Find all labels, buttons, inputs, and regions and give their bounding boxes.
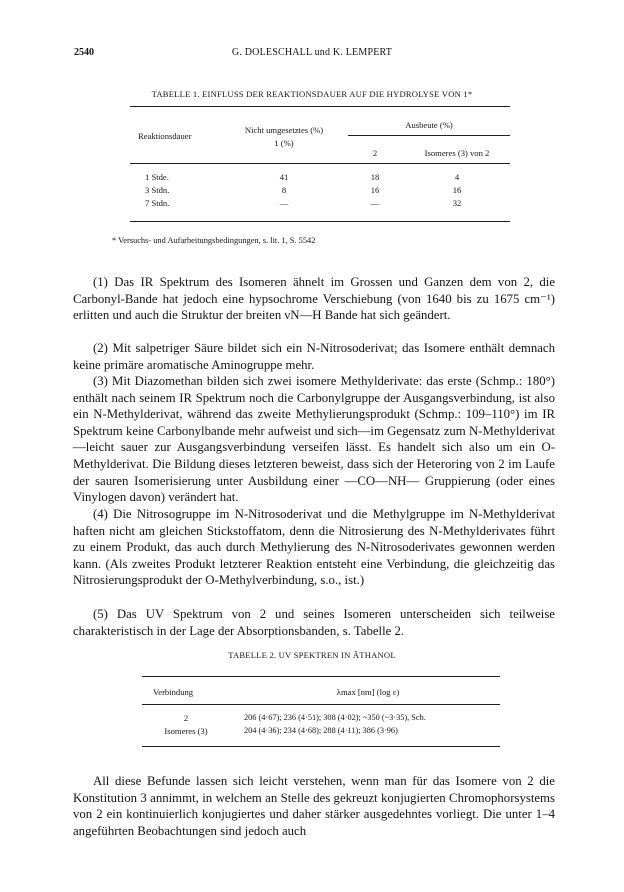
table1-cell-isomeres: 4 xyxy=(454,172,460,182)
table2-header-rule xyxy=(142,704,500,705)
table1-bottom-rule xyxy=(130,221,510,222)
table1-sub-isomeres: Isomeres (3) von 2 xyxy=(424,148,490,158)
table1-ausbeute-rule xyxy=(348,135,510,136)
table1-col-reaktionsdauer: Reaktionsdauer xyxy=(138,131,192,141)
table1-cell-nicht: 8 xyxy=(281,185,287,195)
table1-col-nicht-umgesetzt: Nicht umgesetztes (%) xyxy=(244,125,324,135)
table1-col-nicht-umgesetzt-sub: 1 (%) xyxy=(274,138,294,148)
paragraph-4: (4) Die Nitrosogruppe im N-Nitrosoderivat und die Methylgruppe im N-Methylderivat haften nicht am gleichen Stickstoffatom, denn die Nitrosierung des N-Methylderivates führt zu einem Produkt, das auch durch Methylierung des N-Nitrosoderivates gewonnen werden kann. (Als zweites Produkt letzterer Reaktion entsteht eine Verbindung, die gleichzeitig das Nitrosierungsprodukt der O-Methylverbindung, s.o., ist.) xyxy=(73,507,555,588)
paragraph-3: (3) Mit Diazomethan bilden sich zwei isomere Methylderivate: das erste (Schmp.: 180°) enthält nach seinem IR Spektrum noch die Carbonylgruppe der Ausgangsverbindung, ist also ein N-Methylderivat, während das zweite Methylierungsprodukt (Schmp.: 109–110°) im IR Spektrum keine Carbonylbande mehr aufweist und sich—im Gegensatz zum N-Methylderivat—leicht sauer zur Ausgangsverbindung verseifen lässt. Es handelt sich also um ein O-Methylderivat. Die Bildung dieses letzteren beweist, dass sich der Heteroring von 2 im Laufe der sauren Isomerisierung unter Ausbildung einer —CO—NH— Gruppierung (oder eines Vinylogen davon) verändert hat. xyxy=(73,374,555,505)
table2-top-rule xyxy=(142,676,500,677)
table1-cell-2: 18 xyxy=(370,172,380,182)
running-head: G. DOLESCHALL und K. LEMPERT xyxy=(231,47,393,58)
table1-cell-2: — xyxy=(370,198,380,208)
table1-header-rule xyxy=(130,163,510,164)
table2-col-lambda: λmax [nm] (log ε) xyxy=(336,687,400,697)
table2-bottom-rule xyxy=(142,746,500,747)
table2-cell-values: 206 (4·67); 236 (4·51); 308 (4·02); ~350 (~3·35), Sch. xyxy=(244,713,426,722)
paragraph-6: All diese Befunde lassen sich leicht verstehen, wenn man für das Isomere von 2 die Konstitution 3 annimmt, in welchem an Stelle des gekreuzt konjugierten Chromophorsystems von 2 ein kontinuierlich konjugiertes und daher stärker ausgedehntes vorliegt. Die unter 1–4 angeführten Beobachtungen sind jedoch auch xyxy=(73,774,555,838)
table1-col-ausbeute: Ausbeute (%) xyxy=(405,120,453,130)
table1-cell-isomeres: 16 xyxy=(452,185,462,195)
table1-cell-dauer: 3 Stdn. xyxy=(145,185,170,195)
table1-cell-nicht: 41 xyxy=(279,172,289,182)
table2-col-verbindung: Verbindung xyxy=(153,687,194,697)
table1-cell-dauer: 7 Stdn. xyxy=(145,198,170,208)
table1-footnote: * Versuchs- und Aufarbeitungsbedingungen, s. lit. 1, S. 5542 xyxy=(112,236,316,245)
table2-caption: TABELLE 2. UV SPEKTREN IN ÄTHANOL xyxy=(228,650,396,660)
table1-cell-dauer: 1 Stde. xyxy=(145,172,169,182)
table2-cell-values: 204 (4·36); 234 (4·68); 288 (4·11); 386 (3·96) xyxy=(244,726,398,735)
table2-cell-verbindung: Isomeres (3) xyxy=(164,726,208,736)
table1-cell-nicht: — xyxy=(279,198,289,208)
table1-cell-isomeres: 32 xyxy=(452,198,462,208)
table1-top-rule xyxy=(130,106,510,107)
table1-sub-2: 2 xyxy=(372,148,378,158)
table1-caption: TABELLE 1. EINFLUSS DER REAKTIONSDAUER AUF DIE HYDROLYSE VON 1* xyxy=(151,89,473,99)
table2-cell-verbindung: 2 xyxy=(183,713,189,723)
table1-cell-2: 16 xyxy=(370,185,380,195)
page-number: 2540 xyxy=(74,47,94,58)
paragraph-1: (1) Das IR Spektrum des Isomeren ähnelt im Grossen und Ganzen dem von 2, die Carbonyl-Bande hat jedoch eine hypsochrome Verschiebung (von 1640 bis zu 1675 cm⁻¹) erlitten und auch die Struktur der breiten νN—H Bande hat sich geändert. xyxy=(73,275,555,323)
paragraph-5: (5) Das UV Spektrum von 2 und seines Isomeren unterscheiden sich teilweise charakteristisch in der Lage der Absorptionsbanden, s. Tabelle 2. xyxy=(73,607,555,638)
paragraph-2: (2) Mit salpetriger Säure bildet sich ein N-Nitrosoderivat; das Isomere enthält demnach keine primäre aromatische Aminogruppe mehr. xyxy=(73,341,555,372)
